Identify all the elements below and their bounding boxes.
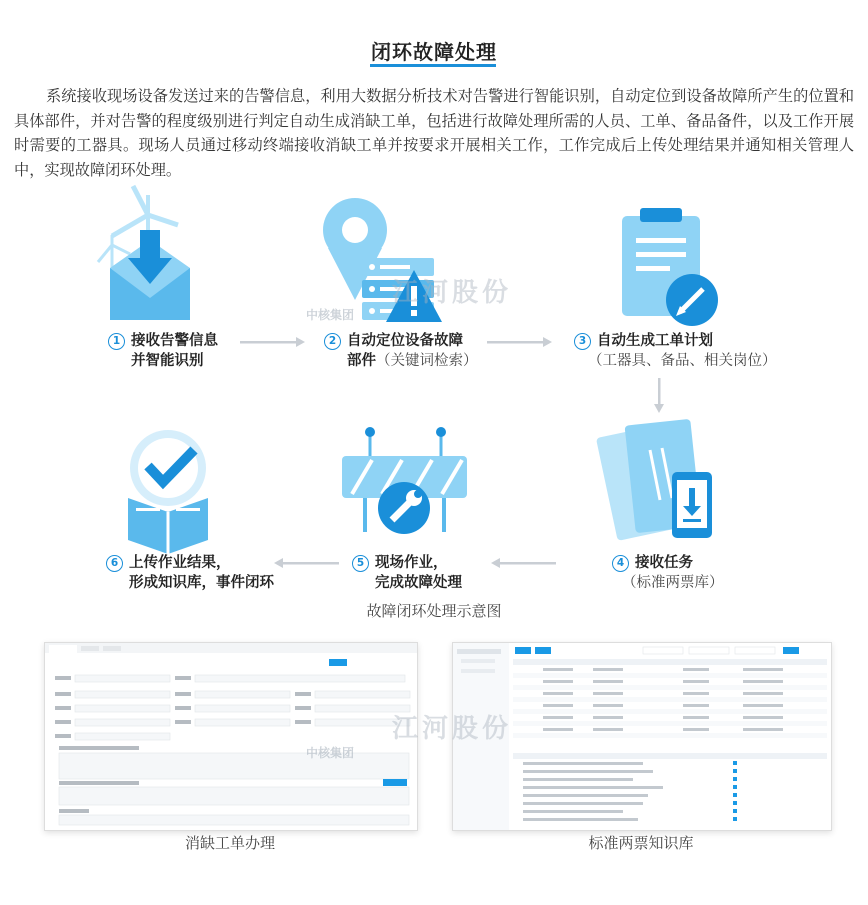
flow-arrow-5-6 (274, 558, 339, 568)
step-6-line2: 形成知识库，事件闭环 (129, 575, 274, 591)
flow-arrow-4-5 (491, 558, 556, 568)
step-4-number: 4 (612, 555, 629, 572)
intro-paragraph: 系统接收现场设备发送过来的告警信息，利用大数据分析技术对告警进行智能识别，自动定位到设备故障所产生的位置和具体部件，并对告警的程度级别进行判定自动生成消缺工单，包括进行故障处理所需的人员、工单、备品备件，以及工作开展时需要的工器具。现场人员通过移动终端接收消缺工单并按要求开展相关工作，工作完成后上传处理结果并通知相关管理人中，实现故障闭环处理。 (14, 87, 854, 179)
step-5-line2: 完成故障处理 (375, 575, 462, 591)
step-5-line1: 现场作业， (375, 555, 448, 571)
step-5-label (352, 553, 462, 593)
step-2-line1: 自动定位设备故障 (347, 333, 463, 349)
flow-arrow-3-4 (654, 378, 664, 413)
screenshot-2-caption: 标准两票知识库 (588, 834, 694, 852)
flow-arrow-2-3 (487, 337, 552, 347)
step-1-number: 1 (108, 333, 125, 350)
step-6-number: 6 (106, 555, 123, 572)
page-title: 闭环故障处理 (371, 40, 497, 64)
step-1-label (108, 331, 218, 371)
watermark-group: 中核集团 (306, 308, 355, 322)
step-6-label (106, 553, 274, 593)
step-6-line1: 上传作业结果， (129, 555, 231, 571)
step-2-line2: 部件 (347, 353, 376, 369)
step-3-number: 3 (574, 333, 591, 350)
flow-arrow-1-2 (240, 337, 305, 347)
clipboard-pen-icon (622, 208, 718, 326)
step-4-line1: 接收任务 (635, 555, 693, 571)
work-order-screenshot (44, 642, 418, 831)
book-checkmark-icon (128, 430, 208, 554)
ticket-phone-icon (596, 419, 712, 541)
work-order-form-thumbnail (45, 643, 417, 830)
watermark-brand-lower: 江河股份 (392, 714, 513, 744)
step-3-line2: （工器具、备品、相关岗位） (588, 353, 777, 369)
step-2-number: 2 (324, 333, 341, 350)
step-3-label (574, 331, 777, 371)
step-2-line2-sub: （关键词检索） (376, 353, 478, 369)
step-3-line1: 自动生成工单计划 (597, 333, 713, 349)
step-2-label (324, 331, 478, 371)
diagram-caption: 故障闭环处理示意图 (366, 602, 502, 620)
step-4-line2: （标准两票库） (622, 575, 724, 591)
step-4-label (612, 553, 724, 593)
step-1-line2: 并智能识别 (131, 353, 204, 369)
screenshot-1-caption: 消缺工单办理 (184, 834, 275, 852)
step-5-number: 5 (352, 555, 369, 572)
envelope-wind-turbine-icon (98, 186, 190, 320)
watermark-brand: 江河股份 (392, 278, 513, 308)
step-1-line1: 接收告警信息 (131, 333, 218, 349)
wrench-board-icon (342, 427, 467, 534)
watermark-group-lower: 中核集团 (306, 746, 355, 760)
